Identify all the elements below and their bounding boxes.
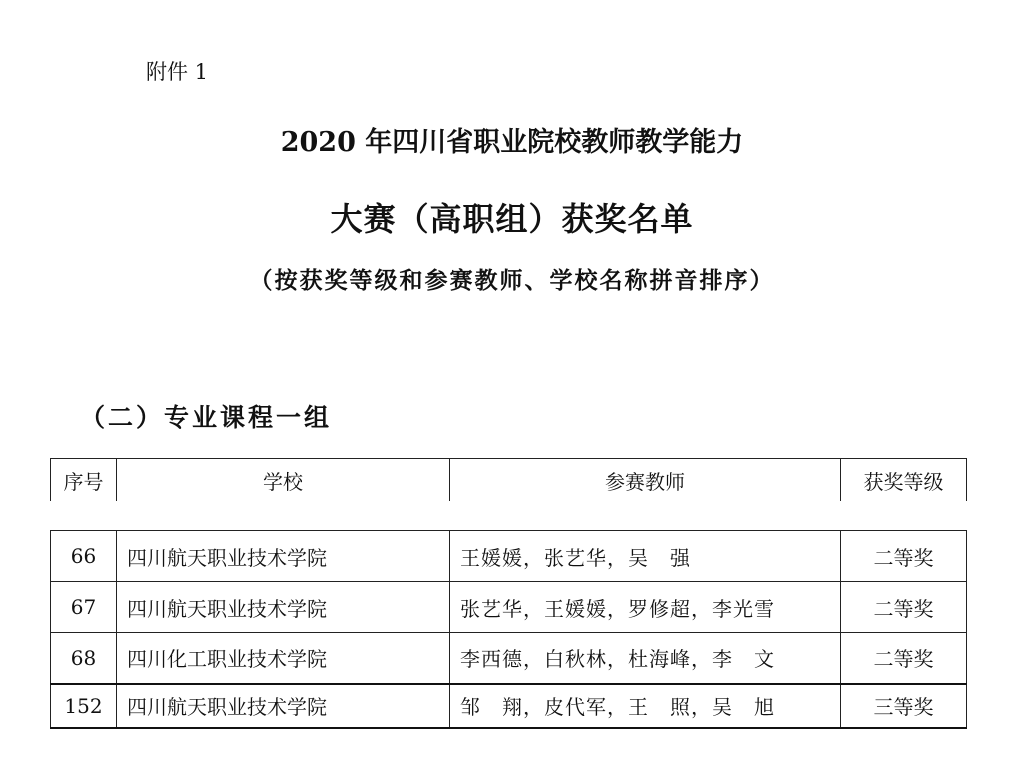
- row-school: 四川航天职业技术学院: [117, 582, 450, 633]
- row-school: 四川航天职业技术学院: [117, 684, 450, 728]
- header-row: [51, 459, 967, 502]
- row-award: 三等奖: [841, 684, 967, 728]
- row-school: 四川航天职业技术学院: [117, 531, 450, 582]
- row-number: 66: [51, 531, 117, 582]
- header-teachers: 参赛教师: [450, 459, 841, 502]
- table-row: [51, 531, 967, 582]
- row-number: 152: [51, 684, 117, 728]
- table-row: [51, 633, 967, 684]
- award-table: [50, 530, 967, 729]
- document-title-line-2: 大赛（高职组）获奖名单: [330, 200, 694, 238]
- table-header: [50, 458, 967, 501]
- row-teachers: 邹 翔，皮代军，王 照，吴 旭: [450, 684, 841, 728]
- document-subtitle: （按获奖等级和参赛教师、学校名称拼音排序）: [249, 267, 775, 294]
- section-title: （二）专业课程一组: [80, 403, 333, 432]
- row-school: 四川化工职业技术学院: [117, 633, 450, 684]
- row-award: 二等奖: [841, 582, 967, 633]
- table-row: [51, 684, 967, 728]
- row-award: 二等奖: [841, 633, 967, 684]
- row-number: 67: [51, 582, 117, 633]
- row-award: 二等奖: [841, 531, 967, 582]
- table-row: [51, 582, 967, 633]
- row-teachers: 王媛媛，张艺华，吴 强: [450, 531, 841, 582]
- row-teachers: 张艺华，王媛媛，罗修超，李光雪: [450, 582, 841, 633]
- header-number: 序号: [51, 459, 117, 502]
- row-teachers: 李西德，白秋林，杜海峰，李 文: [450, 633, 841, 684]
- attachment-label: 附件 1: [146, 60, 209, 84]
- document-title-line-1: 2020 年四川省职业院校教师教学能力: [280, 127, 744, 158]
- header-award: 获奖等级: [841, 459, 967, 502]
- row-number: 68: [51, 633, 117, 684]
- header-school: 学校: [117, 459, 450, 502]
